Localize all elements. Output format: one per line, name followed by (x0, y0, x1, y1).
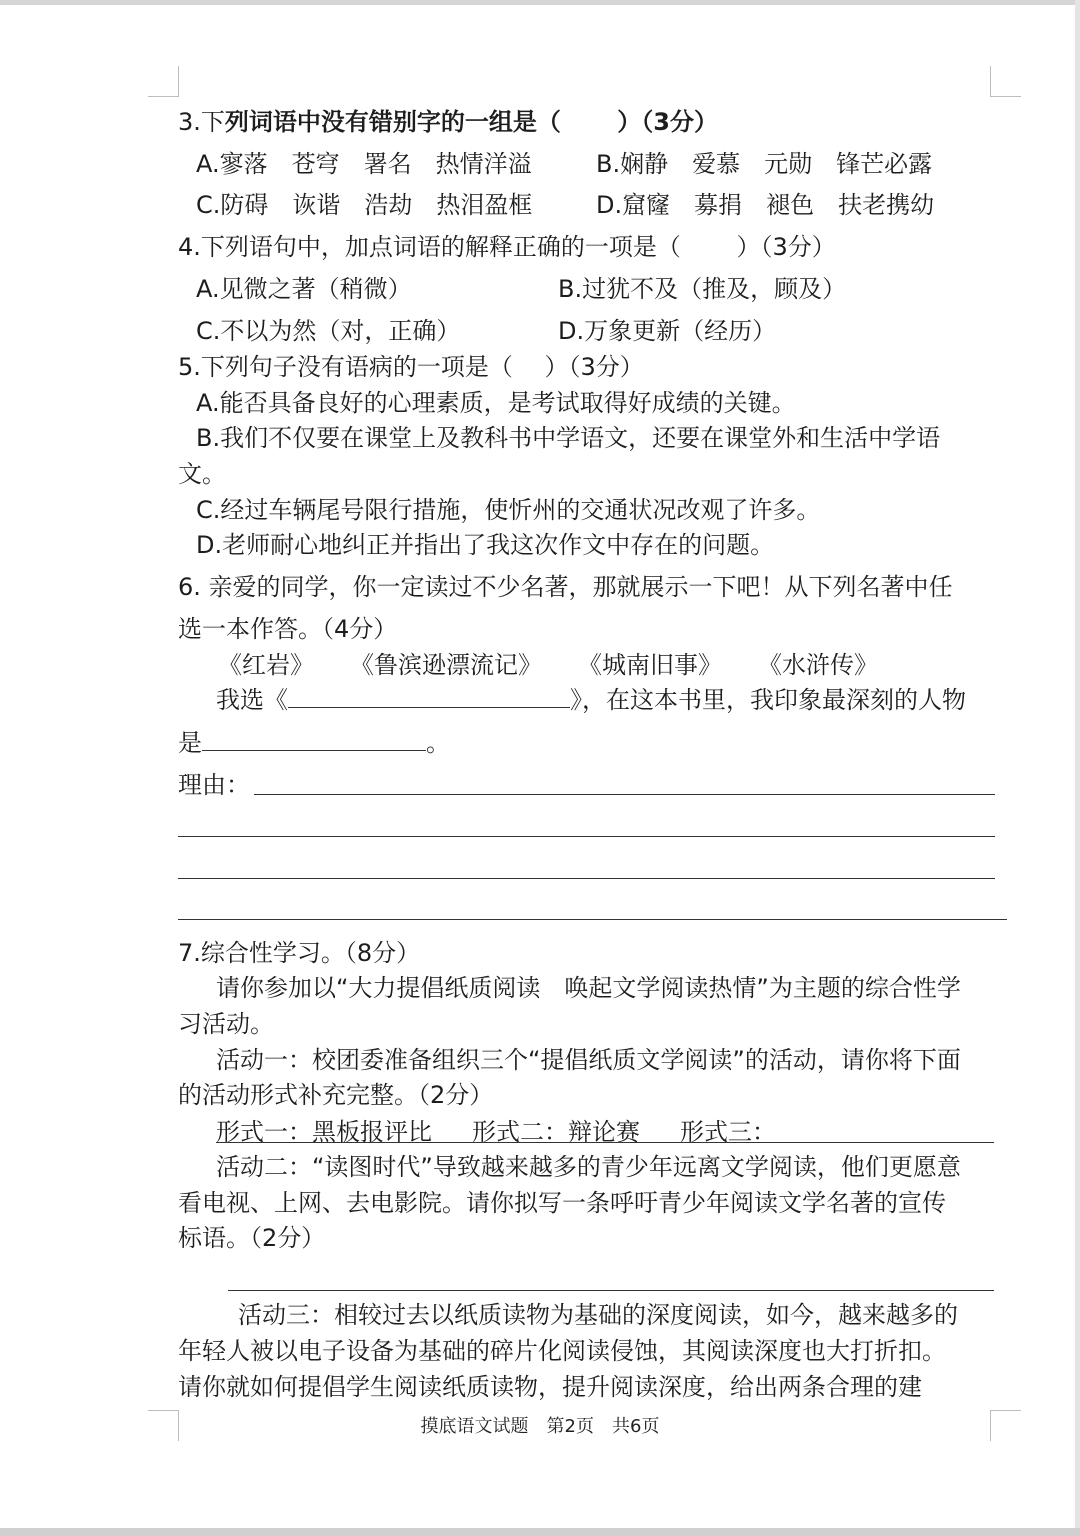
question-5-option-d: D.老师耐心地纠正并指出了我这次作文中存在的问题。 (196, 531, 775, 559)
book-choice-suffix: 》，在这本书里，我印象最深刻的人物 (570, 686, 966, 714)
character-blank[interactable] (202, 728, 426, 751)
question-3-text: 列词语中没有错别字的一组是（ ）（3分） (224, 108, 718, 136)
form-two: 形式二：辩论赛 (472, 1118, 640, 1146)
reason-answer-line[interactable] (178, 919, 1007, 920)
book-list (218, 650, 878, 680)
question-6-stem-cont: 选一本作答。（4分） (178, 615, 398, 643)
question-5-stem: 5.下列句子没有语病的一项是（ ）（3分） (178, 353, 644, 381)
activity-1-text: 活动一：校团委准备组织三个“提倡纸质文学阅读”的活动，请你将下面 (216, 1046, 961, 1074)
question-3-option-c: C.防碍 诙谐 浩劫 热泪盈框 (196, 191, 533, 219)
question-3-stem (178, 107, 718, 137)
question-3-option-b: B.娴静 爱慕 元勋 锋芒必露 (596, 150, 933, 178)
scan-bottom-edge (0, 1528, 1080, 1536)
book-option: 《水浒传》 (758, 651, 878, 679)
slogan-answer-line[interactable] (228, 1290, 994, 1291)
form-three: 形式三： (680, 1118, 776, 1146)
page-footer: 摸底语文试题 第2页 共6页 (420, 1416, 660, 1437)
question-3-option-d: D.窟窿 募捐 褪色 扶老携幼 (596, 191, 935, 219)
character-suffix: 。 (426, 729, 450, 757)
question-5-option-b-cont: 文。 (178, 460, 226, 488)
reason-answer-line[interactable] (254, 794, 995, 795)
scan-top-edge (0, 0, 1080, 5)
activity-3-text-end: 请你就如何提倡学生阅读纸质读物，提升阅读深度，给出两条合理的建 (178, 1373, 922, 1401)
scan-right-edge (1075, 0, 1080, 1536)
book-choice-blank[interactable] (288, 685, 570, 708)
activity-2-text-end: 标语。（2分） (178, 1224, 326, 1252)
character-prefix: 是 (178, 729, 202, 757)
question-4-option-a: A.见微之著（稍微） (196, 275, 412, 303)
crop-mark-top-left (148, 66, 179, 97)
question-5-option-c: C.经过车辆尾号限行措施，使忻州的交通状况改观了许多。 (196, 496, 821, 524)
activity-3-text-cont: 年轻人被以电子设备为基础的碎片化阅读侵蚀，其阅读深度也大打折扣。 (178, 1337, 946, 1365)
book-choice-prefix: 我选《 (216, 686, 288, 714)
book-choice-line (216, 685, 966, 715)
character-line (178, 728, 450, 758)
question-4-option-c: C.不以为然（对，正确） (196, 317, 461, 345)
form-three-answer-line[interactable] (216, 1142, 994, 1143)
book-option: 《鲁滨逊漂流记》 (350, 651, 542, 679)
reason-answer-line[interactable] (178, 836, 995, 837)
question-5-option-a: A.能否具备良好的心理素质，是考试取得好成绩的关键。 (196, 389, 796, 417)
activity-2-text-cont: 看电视、上网、去电影院。请你拟写一条呼吁青少年阅读文学名著的宣传 (178, 1189, 946, 1217)
question-6-stem: 6. 亲爱的同学，你一定读过不少名著，那就展示一下吧！从下列名著中任 (178, 573, 953, 601)
form-one: 形式一：黑板报评比 (216, 1118, 432, 1146)
question-3-number: 3.下 (178, 108, 225, 136)
question-4-option-d: D.万象更新（经历） (558, 317, 777, 345)
question-7-stem: 7.综合性学习。（8分） (178, 939, 421, 967)
question-4-stem: 4.下列语句中，加点词语的解释正确的一项是（ ）（3分） (178, 233, 836, 261)
book-option: 《城南旧事》 (578, 651, 722, 679)
reason-label: 理由： (178, 771, 250, 799)
book-option: 《红岩》 (218, 651, 314, 679)
question-7-intro: 请你参加以“大力提倡纸质阅读 唤起文学阅读热情”为主题的综合性学 (216, 974, 961, 1002)
activity-2-text: 活动二：“读图时代”导致越来越多的青少年远离文学阅读，他们更愿意 (216, 1153, 961, 1181)
question-3-option-a: A.寥落 苍穹 署名 热情洋溢 (196, 150, 532, 178)
question-4-option-b: B.过犹不及（推及，顾及） (558, 275, 847, 303)
activity-1-text-cont: 的活动形式补充完整。（2分） (178, 1081, 494, 1109)
activity-3-text: 活动三：相较过去以纸质读物为基础的深度阅读，如今，越来越多的 (238, 1301, 958, 1329)
question-5-option-b: B.我们不仅要在课堂上及教科书中学语文，还要在课堂外和生活中学语 (196, 424, 941, 452)
reason-answer-line[interactable] (178, 878, 995, 879)
crop-mark-top-right (990, 66, 1021, 97)
question-7-intro-cont: 习活动。 (178, 1010, 274, 1038)
